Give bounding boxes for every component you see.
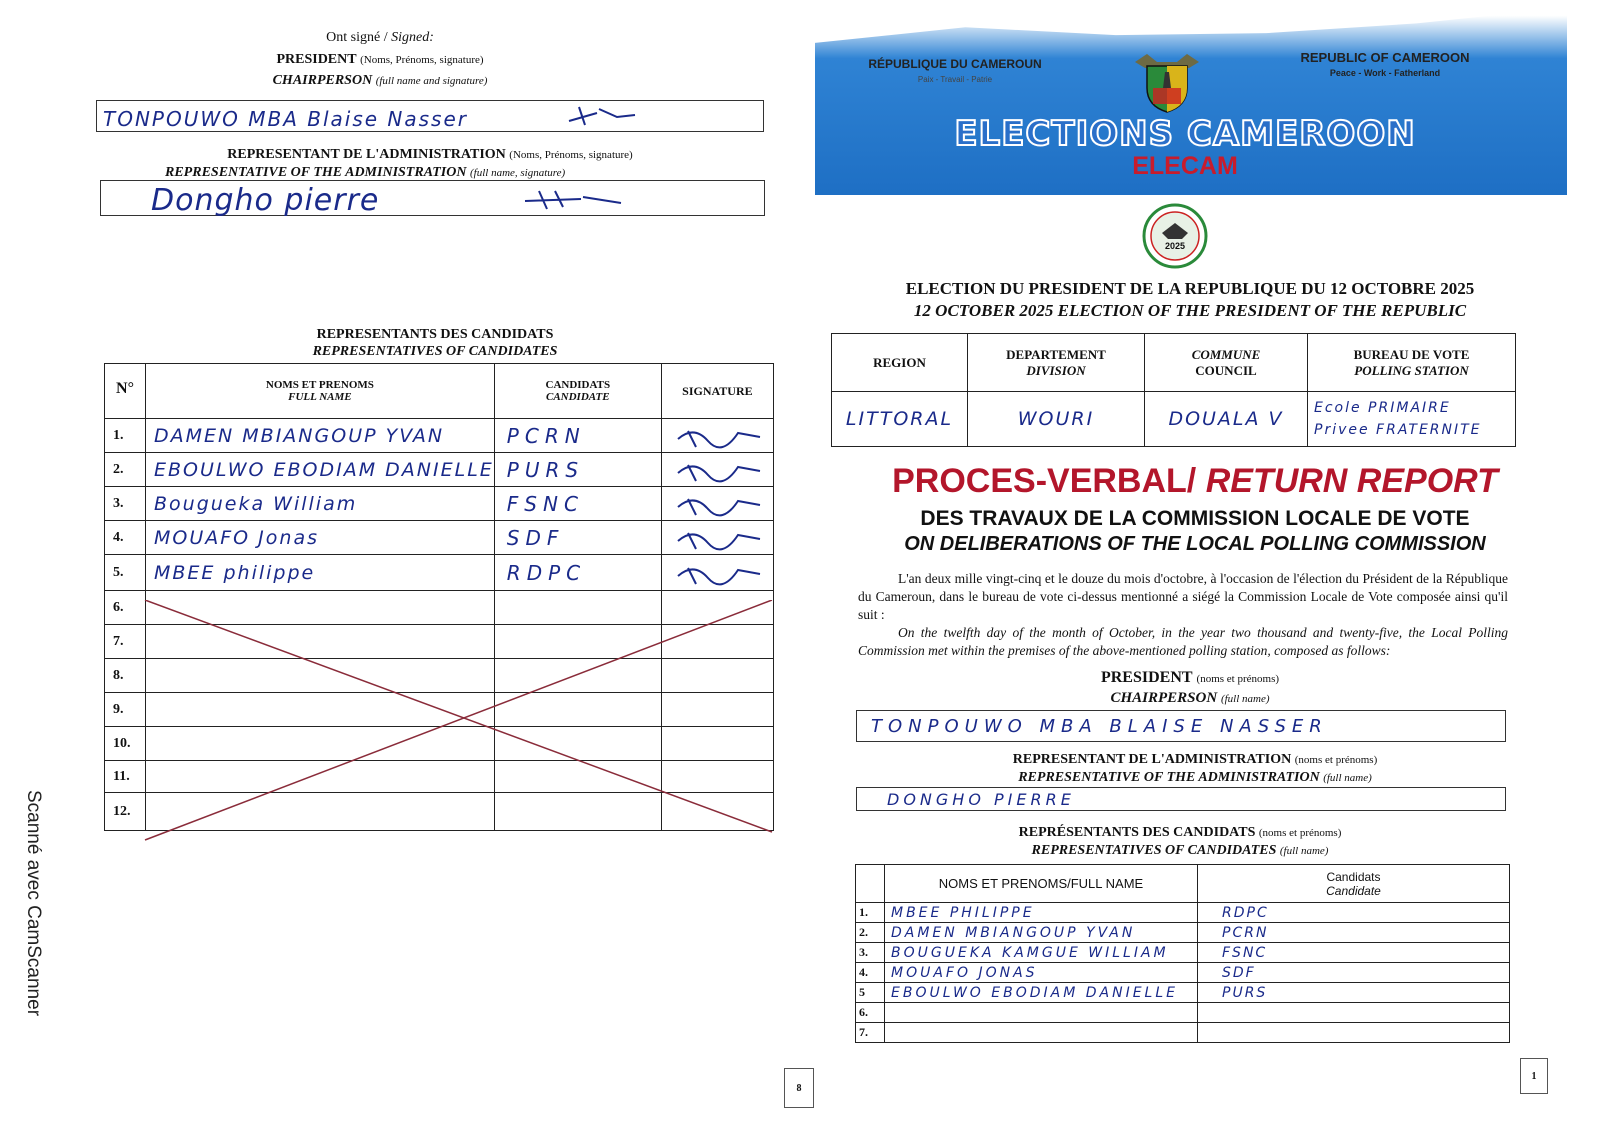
col-cand-en: CANDIDATE xyxy=(546,391,610,403)
republic-fr: RÉPUBLIQUE DU CAMEROUN xyxy=(868,57,1042,71)
location-table xyxy=(831,333,1516,447)
admin-name-box xyxy=(100,180,765,216)
signature-scribble xyxy=(674,560,764,586)
dept-en: DIVISION xyxy=(1026,362,1086,378)
right-admin-heading-en xyxy=(915,770,1475,786)
row-full-name: MOUAFO Jonas xyxy=(146,521,495,555)
row-candidate xyxy=(1198,1023,1510,1043)
brand-short: ELECAM xyxy=(1132,152,1238,180)
right-admin-name-handwritten: DONGHO PIERRE xyxy=(887,790,1075,809)
table-row xyxy=(105,453,774,487)
bureau-en: POLLING STATION xyxy=(1354,362,1469,378)
row-number: 7. xyxy=(856,1023,885,1043)
row-signature xyxy=(661,487,773,521)
row-number: 3. xyxy=(856,943,885,963)
row-signature xyxy=(661,521,773,555)
president-label-fr: PRESIDENT xyxy=(276,52,357,67)
row-number: 7. xyxy=(105,625,146,659)
left-table-cross-out xyxy=(140,600,780,845)
row-candidate: PCRN xyxy=(1198,923,1510,943)
right-chair-heading xyxy=(975,690,1405,707)
pv-title xyxy=(835,462,1555,501)
right-admin-note-en: (full name) xyxy=(1323,772,1372,784)
table-row xyxy=(105,419,774,453)
chairperson-label-en: CHAIRPERSON xyxy=(272,73,373,88)
commune-en: COUNCIL xyxy=(1195,362,1257,378)
right-admin-note-fr: (noms et prénoms) xyxy=(1294,754,1378,766)
seal-year: 2025 xyxy=(1164,241,1186,251)
row-full-name: EBOULWO EBODIAM DANIELLE xyxy=(885,983,1198,1003)
right-reps-fr: REPRÉSENTANTS DES CANDIDATS xyxy=(1018,825,1256,840)
council-value: DOUALA V xyxy=(1145,392,1308,447)
right-reps-note-en: (full name) xyxy=(1279,845,1329,857)
right-president-name-box xyxy=(856,710,1506,742)
left-table-header xyxy=(105,364,774,419)
row-candidate: FSNC xyxy=(494,487,661,521)
division-value: WOURI xyxy=(968,392,1145,447)
pv-title-fr: PROCES-VERBAL/ xyxy=(892,462,1206,500)
signed-fr: Ont signé / xyxy=(326,30,392,45)
election-title-fr: ELECTION DU PRESIDENT DE LA REPUBLIQUE DU 12 OCTOBRE 2025 xyxy=(905,279,1475,298)
table-row xyxy=(856,1003,1510,1023)
signature-scribble xyxy=(674,491,764,517)
region-header: REGION xyxy=(832,334,968,392)
row-candidate: PCRN xyxy=(494,419,661,453)
row-number: 1. xyxy=(105,419,146,453)
right-col-cand-en: Candidate xyxy=(1326,883,1381,898)
table-row xyxy=(105,521,774,555)
row-candidate: SDF xyxy=(1198,963,1510,983)
right-col-no-header xyxy=(856,865,885,903)
signed-heading xyxy=(230,30,530,46)
row-candidate: FSNC xyxy=(1198,943,1510,963)
admin-name-handwritten: Dongho pierre xyxy=(151,183,380,218)
row-number: 5 xyxy=(856,983,885,1003)
row-number: 9. xyxy=(105,693,146,727)
bureau-fr: BUREAU DE VOTE xyxy=(1353,346,1470,362)
admin-signature xyxy=(521,183,631,213)
pv-title-en: RETURN REPORT xyxy=(1205,462,1498,500)
right-chair-en: CHAIRPERSON xyxy=(1110,690,1218,706)
row-full-name: BOUGUEKA KAMGUE WILLIAM xyxy=(885,943,1198,963)
row-full-name xyxy=(885,1003,1198,1023)
motto-fr: Paix - Travail - Patrie xyxy=(917,75,993,84)
row-full-name: MOUAFO JONAS xyxy=(885,963,1198,983)
motto-en: Peace - Work - Fatherland xyxy=(1329,68,1441,78)
right-chair-note: (full name) xyxy=(1220,693,1270,705)
right-reps-note-fr: (noms et prénoms) xyxy=(1258,827,1342,839)
president-name-handwritten: TONPOUWO MBA Blaise Nasser xyxy=(103,107,469,131)
reps-title-fr: REPRESENTANTS DES CANDIDATS xyxy=(316,327,554,342)
region-value: LITTORAL xyxy=(832,392,968,447)
right-president-fr: PRESIDENT xyxy=(1100,669,1193,686)
polling-station-line-2: Privee FRATERNITE xyxy=(1314,422,1482,438)
dept-fr: DEPARTEMENT xyxy=(1006,346,1106,362)
admin-heading-fr xyxy=(130,147,730,163)
row-number: 10. xyxy=(105,727,146,761)
col-cand-header xyxy=(494,364,661,419)
signature-scribble xyxy=(674,525,764,551)
table-row xyxy=(105,555,774,591)
commune-fr: COMMUNE xyxy=(1191,346,1261,362)
right-col-cand-header xyxy=(1198,865,1510,903)
row-number: 4. xyxy=(856,963,885,983)
col-no-header: N° xyxy=(105,364,146,419)
row-full-name: DAMEN MBIANGOUP YVAN xyxy=(885,923,1198,943)
row-signature xyxy=(661,453,773,487)
admin-note-fr: (Noms, Prénoms, signature) xyxy=(509,149,633,161)
election-seal-icon xyxy=(1142,203,1208,269)
col-name-en: FULL NAME xyxy=(288,391,352,403)
table-row xyxy=(105,487,774,521)
row-full-name: EBOULWO EBODIAM DANIELLE xyxy=(146,453,495,487)
president-signature xyxy=(567,103,637,129)
subtitle-en: ON DELIBERATIONS OF THE LOCAL POLLING COMMISSION xyxy=(904,533,1486,555)
row-number: 12. xyxy=(105,793,146,831)
subtitle-fr: DES TRAVAUX DE LA COMMISSION LOCALE DE VOTE xyxy=(920,507,1470,530)
president-name-box xyxy=(96,100,764,132)
row-full-name xyxy=(885,1023,1198,1043)
election-title-en: 12 OCTOBER 2025 ELECTION OF THE PRESIDENT OF THE REPUBLIC xyxy=(913,301,1467,320)
row-number: 6. xyxy=(105,591,146,625)
camscanner-watermark: Scanné avec CamScanner xyxy=(23,790,44,1017)
row-number: 4. xyxy=(105,521,146,555)
left-page-number: 8 xyxy=(784,1068,814,1108)
admin-label-en: REPRESENTATIVE OF THE ADMINISTRATION xyxy=(165,165,467,180)
chairperson-heading xyxy=(180,73,580,89)
row-full-name: MBEE philippe xyxy=(146,555,495,591)
row-number: 5. xyxy=(105,555,146,591)
row-candidate: RDPC xyxy=(1198,903,1510,923)
right-president-note: (noms et prénoms) xyxy=(1196,673,1280,685)
polling-station-line-1: Ecole PRIMAIRE xyxy=(1314,400,1451,416)
right-page xyxy=(815,0,1600,1131)
row-number: 3. xyxy=(105,487,146,521)
col-cand-fr: CANDIDATS xyxy=(545,379,611,391)
preamble-fr: L'an deux mille vingt-cinq et le douze du mois d'octobre, à l'occasion de l'élection du Président de la République du Cameroun, dans le bureau de vote ci-dessus mentionné a siégé la Commission Locale de Vote composée ainsi qu'il suit : xyxy=(858,571,1508,622)
col-name-header xyxy=(146,364,495,419)
right-admin-en: REPRESENTATIVE OF THE ADMINISTRATION xyxy=(1018,770,1320,785)
row-number: 6. xyxy=(856,1003,885,1023)
table-row xyxy=(856,1023,1510,1043)
president-heading xyxy=(180,52,580,68)
admin-note-en: (full name, signature) xyxy=(469,167,566,179)
row-candidate: PURS xyxy=(494,453,661,487)
polling-station-header xyxy=(1308,334,1516,392)
row-number: 2. xyxy=(856,923,885,943)
republic-en: REPUBLIC OF CAMEROON xyxy=(1300,50,1470,65)
row-signature xyxy=(661,419,773,453)
row-signature xyxy=(661,555,773,591)
signature-scribble xyxy=(674,423,764,449)
reps-title-en: REPRESENTATIVES OF CANDIDATES xyxy=(312,344,558,359)
polling-station-value xyxy=(1308,392,1516,447)
table-row xyxy=(856,943,1510,963)
row-full-name: Bougueka William xyxy=(146,487,495,521)
row-number: 2. xyxy=(105,453,146,487)
right-reps-en: REPRESENTATIVES OF CANDIDATES xyxy=(1031,843,1277,858)
row-number: 8. xyxy=(105,659,146,693)
right-president-name-handwritten: TONPOUWO MBA BLAISE NASSER xyxy=(871,716,1328,737)
col-sig-header: SIGNATURE xyxy=(661,364,773,419)
table-row xyxy=(856,963,1510,983)
right-col-name-header: NOMS ET PRENOMS/FULL NAME xyxy=(885,865,1198,903)
right-reps-heading-en xyxy=(915,843,1445,859)
table-row xyxy=(856,983,1510,1003)
row-candidate: PURS xyxy=(1198,983,1510,1003)
admin-label-fr: REPRESENTANT DE L'ADMINISTRATION xyxy=(227,147,506,162)
row-full-name: MBEE PHILIPPE xyxy=(885,903,1198,923)
right-reps-table xyxy=(855,864,1510,1043)
brand-wordmark: ELECTIONS CAMEROON xyxy=(954,114,1416,154)
signed-en: Signed: xyxy=(391,30,434,45)
signature-scribble xyxy=(674,457,764,483)
right-admin-heading-fr xyxy=(915,752,1475,768)
right-page-number: 1 xyxy=(1520,1058,1548,1094)
right-president-heading xyxy=(975,669,1405,687)
table-row xyxy=(856,903,1510,923)
row-number: 11. xyxy=(105,761,146,793)
right-admin-fr: REPRESENTANT DE L'ADMINISTRATION xyxy=(1012,752,1292,767)
council-header xyxy=(1145,334,1308,392)
coat-of-arms-icon xyxy=(1133,48,1201,114)
admin-heading-en xyxy=(165,165,565,181)
president-note-fr: (Noms, Prénoms, signature) xyxy=(360,54,484,66)
table-row xyxy=(856,923,1510,943)
row-candidate xyxy=(1198,1003,1510,1023)
right-col-cand-fr: Candidats xyxy=(1326,869,1381,884)
col-name-fr: NOMS ET PRENOMS xyxy=(265,379,374,391)
row-candidate: RDPC xyxy=(494,555,661,591)
row-number: 1. xyxy=(856,903,885,923)
right-table-header xyxy=(856,865,1510,903)
row-full-name: DAMEN MBIANGOUP YVAN xyxy=(146,419,495,453)
preamble-en: On the twelfth day of the month of October, in the year two thousand and twenty-five, the Local Polling Commission met within the premises of the above-mentioned polling station, composed as follows: xyxy=(858,625,1508,658)
right-admin-name-box xyxy=(856,787,1506,811)
chairperson-note-en: (full name and signature) xyxy=(375,75,488,87)
right-reps-heading-fr xyxy=(915,825,1445,841)
row-candidate: SDF xyxy=(494,521,661,555)
division-header xyxy=(968,334,1145,392)
